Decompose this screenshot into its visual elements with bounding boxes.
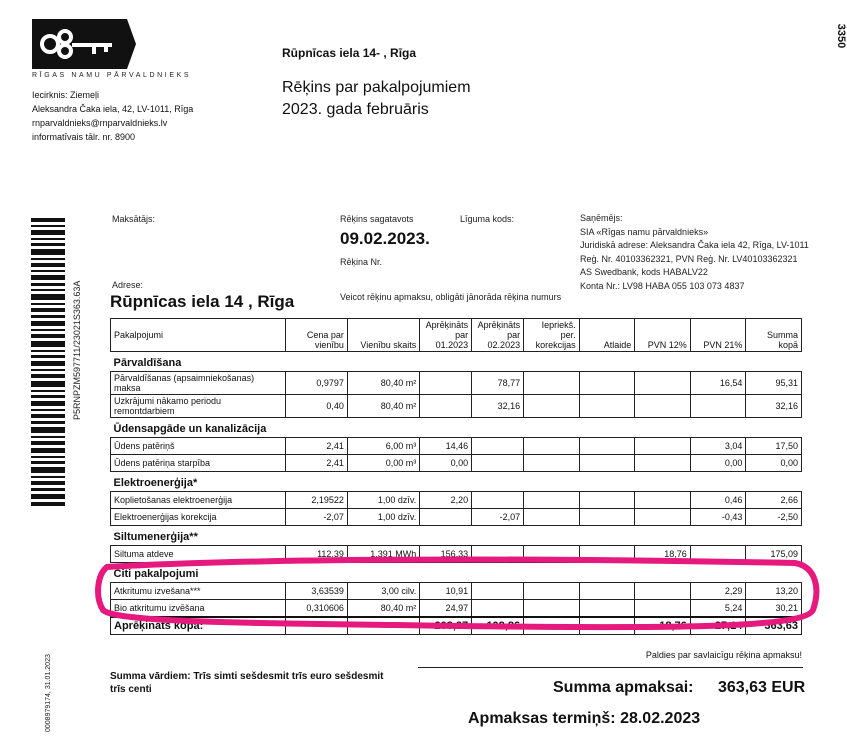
table-cell xyxy=(579,372,635,395)
col-header: Atlaide xyxy=(579,319,635,352)
section-title: Ūdensapgāde un kanalizācija xyxy=(111,418,802,438)
section-title: Siltumenerģija** xyxy=(111,526,802,546)
invoice-title xyxy=(282,77,471,121)
table-cell: 3,04 xyxy=(690,438,746,455)
section-row xyxy=(111,418,802,438)
table-cell: 24,97 xyxy=(420,600,472,618)
table-cell xyxy=(635,492,691,509)
table-cell: 156,33 xyxy=(420,546,472,563)
sum-in-words: Summa vārdiem: Trīs simti sešdesmit trīs euro sešdesmit trīs centi xyxy=(110,671,384,695)
table-cell xyxy=(472,455,524,472)
highlight-annotation xyxy=(95,555,825,640)
company-logo xyxy=(32,19,145,69)
recipient-bank: AS Swedbank, kods HABALV22 xyxy=(580,267,708,277)
table-cell: 2,20 xyxy=(420,492,472,509)
col-header: Iepriekš. per. korekcijas xyxy=(524,319,580,352)
table-cell: 32,16 xyxy=(472,395,524,418)
table-cell: 80,40 m² xyxy=(347,372,419,395)
total-cell: Aprēķināts kopā: xyxy=(111,617,286,635)
table-cell xyxy=(420,395,472,418)
table-cell: Ūdens patēriņa starpība xyxy=(111,455,286,472)
total-cell: 363,63 xyxy=(746,617,802,635)
table-cell: 0,00 xyxy=(746,455,802,472)
table-cell: Elektroenerģijas korekcija xyxy=(111,509,286,526)
table-cell xyxy=(635,438,691,455)
barcode xyxy=(31,218,65,506)
table-cell: 112,39 xyxy=(286,546,348,563)
table-cell xyxy=(635,395,691,418)
table-cell: -2,50 xyxy=(746,509,802,526)
sum-label: Summa apmaksai: xyxy=(553,679,694,696)
table-cell: 1,00 dzīv. xyxy=(347,492,419,509)
table-cell: 2,41 xyxy=(286,438,348,455)
table-cell: 0,00 xyxy=(690,455,746,472)
company-phone: informatīvais tālr. nr. 8900 xyxy=(32,132,136,142)
recipient-reg: Reģ. Nr. 40103362321, PVN Reģ. Nr. LV40103362321 xyxy=(580,253,798,264)
table-cell: 0,00 m³ xyxy=(347,455,419,472)
payer-address: Rūpnīcas iela 14 , Rīga xyxy=(110,292,295,311)
total-cell: 18,76 xyxy=(635,617,691,635)
table-cell: Pārvaldīšanas (apsaimniekošanas) maksa xyxy=(111,372,286,395)
section-row xyxy=(111,472,802,492)
table-cell xyxy=(579,509,635,526)
company-district: Iecirknis: Ziemeļi xyxy=(32,90,100,100)
table-cell xyxy=(524,455,580,472)
table-cell: Ūdens patēriņš xyxy=(111,438,286,455)
section-title: Citi pakalpojumi xyxy=(111,563,802,583)
side-code: 0008979174, 31.01.2023 xyxy=(45,654,52,732)
table-cell: 0,46 xyxy=(690,492,746,509)
table-cell xyxy=(635,372,691,395)
col-header: PVN 21% xyxy=(690,319,746,352)
total-cell: 27,14 xyxy=(690,617,746,635)
table-cell xyxy=(579,455,635,472)
table-row xyxy=(111,492,802,509)
total-cell: 208,87 xyxy=(420,617,472,635)
section-title: Pārvaldīšana xyxy=(111,352,802,372)
table-cell xyxy=(579,395,635,418)
table-cell: 6,00 m³ xyxy=(347,438,419,455)
table-cell: 13,20 xyxy=(746,583,802,600)
key-logo-icon xyxy=(32,19,145,69)
table-cell: 1,391 MWh xyxy=(347,546,419,563)
table-cell: 18,76 xyxy=(635,546,691,563)
table-cell xyxy=(635,455,691,472)
section-row xyxy=(111,526,802,546)
table-cell: 80,40 m² xyxy=(347,600,419,618)
table-cell: 175,09 xyxy=(746,546,802,563)
table-cell: 14,46 xyxy=(420,438,472,455)
table-cell: 5,24 xyxy=(690,600,746,618)
table-cell xyxy=(524,492,580,509)
col-header: PVN 12% xyxy=(635,319,691,352)
section-title: Elektroenerģija* xyxy=(111,472,802,492)
table-cell: 0,00 xyxy=(420,455,472,472)
table-cell: Siltuma atdeve xyxy=(111,546,286,563)
table-row xyxy=(111,372,802,395)
table-cell: Uzkrājumi nākamo periodu remontdarbiem xyxy=(111,395,286,418)
invoice-created-label: Rēķins sagatavots xyxy=(340,214,414,224)
section-row xyxy=(111,352,802,372)
address-label: Adrese: xyxy=(112,280,144,290)
table-cell: -2,07 xyxy=(286,509,348,526)
table-cell xyxy=(635,509,691,526)
table-cell: 2,29 xyxy=(690,583,746,600)
title-line-1: Rēķins par pakalpojumiem xyxy=(282,79,471,96)
col-header: Aprēķināts par 02.2023 xyxy=(472,319,524,352)
table-cell: 1,00 dzīv. xyxy=(347,509,419,526)
logo-text: RĪGAS NAMU PĀRVALDNIEKS xyxy=(32,72,192,79)
table-cell: Koplietošanas elektroenerģija xyxy=(111,492,286,509)
table-cell: Atkritumu izvešana*** xyxy=(111,583,286,600)
table-row xyxy=(111,509,802,526)
table-cell xyxy=(472,492,524,509)
recipient-name: SIA «Rīgas namu pārvaldnieks» xyxy=(580,226,709,237)
table-cell: 0,9797 xyxy=(286,372,348,395)
table-cell: 3,63539 xyxy=(286,583,348,600)
company-email: rnparvaldnieks@rnparvaldnieks.lv xyxy=(32,118,168,128)
table-cell xyxy=(524,372,580,395)
table-cell: -0,43 xyxy=(690,509,746,526)
table-cell: 78,77 xyxy=(472,372,524,395)
table-cell: 17,50 xyxy=(746,438,802,455)
sum-value: 363,63 EUR xyxy=(718,679,806,696)
table-cell: 30,21 xyxy=(746,600,802,618)
table-cell: 2,19522 xyxy=(286,492,348,509)
col-header: Pakalpojumi xyxy=(111,319,286,352)
table-cell: 3,00 cilv. xyxy=(347,583,419,600)
payer-label: Maksātājs: xyxy=(112,214,156,224)
table-cell: 80,40 m² xyxy=(347,395,419,418)
table-cell: 2,66 xyxy=(746,492,802,509)
table-cell: 2,41 xyxy=(286,455,348,472)
col-header: Summa kopā xyxy=(746,319,802,352)
company-address: Aleksandra Čaka iela, 42, LV-1011, Rīga xyxy=(32,104,194,114)
table-cell: 16,54 xyxy=(690,372,746,395)
table-row xyxy=(111,438,802,455)
header-address: Rūpnīcas iela 14- , Rīga xyxy=(282,46,417,60)
table-cell xyxy=(420,509,472,526)
table-cell xyxy=(579,492,635,509)
table-cell xyxy=(524,509,580,526)
table-cell: 95,31 xyxy=(746,372,802,395)
table-row xyxy=(111,455,802,472)
col-header: Cena par vienību xyxy=(286,319,348,352)
thanks-note: Paldies par savlaicīgu rēķina apmaksu! xyxy=(645,650,802,660)
company-info xyxy=(32,88,193,144)
table-cell: Bio atkritumu izvēšana xyxy=(111,600,286,618)
table-cell: 0,40 xyxy=(286,395,348,418)
table-cell xyxy=(420,372,472,395)
table-cell xyxy=(524,395,580,418)
table-header-row xyxy=(111,319,802,352)
due-date: Apmaksas termiņš: 28.02.2023 xyxy=(468,710,701,727)
contract-label: Līguma kods: xyxy=(460,214,515,224)
col-header: Vienību skaits xyxy=(347,319,419,352)
recipient-legal-address: Juridiskā adrese: Aleksandra Čaka iela 42, Rīga, LV-1011 xyxy=(580,240,809,250)
col-header: Aprēķināts par 01.2023 xyxy=(420,319,472,352)
title-line-2: 2023. gada februāris xyxy=(282,101,429,118)
table-cell xyxy=(472,438,524,455)
recipient-account: Konta Nr.: LV98 HABA 055 103 073 4837 xyxy=(580,280,745,291)
corner-number: 3350 xyxy=(834,23,847,49)
table-cell: 32,16 xyxy=(746,395,802,418)
table-cell: 10,91 xyxy=(420,583,472,600)
invoice-number-label: Rēķina Nr. xyxy=(340,257,383,267)
recipient-label: Saņēmējs: xyxy=(580,213,623,223)
table-cell: -2,07 xyxy=(472,509,524,526)
total-cell: 108,86 xyxy=(472,617,524,635)
invoice-note: Veicot rēķinu apmaksu, obligāti jānorāda rēķina numurs xyxy=(340,292,562,302)
table-cell: 0,310606 xyxy=(286,600,348,618)
table-cell xyxy=(690,395,746,418)
table-cell xyxy=(524,438,580,455)
barcode-text: P5RNPZM597711/23021S363.63A xyxy=(72,280,82,420)
recipient-block xyxy=(580,212,809,293)
invoice-date: 09.02.2023. xyxy=(340,229,430,248)
table-cell xyxy=(579,438,635,455)
table-row xyxy=(111,395,802,418)
